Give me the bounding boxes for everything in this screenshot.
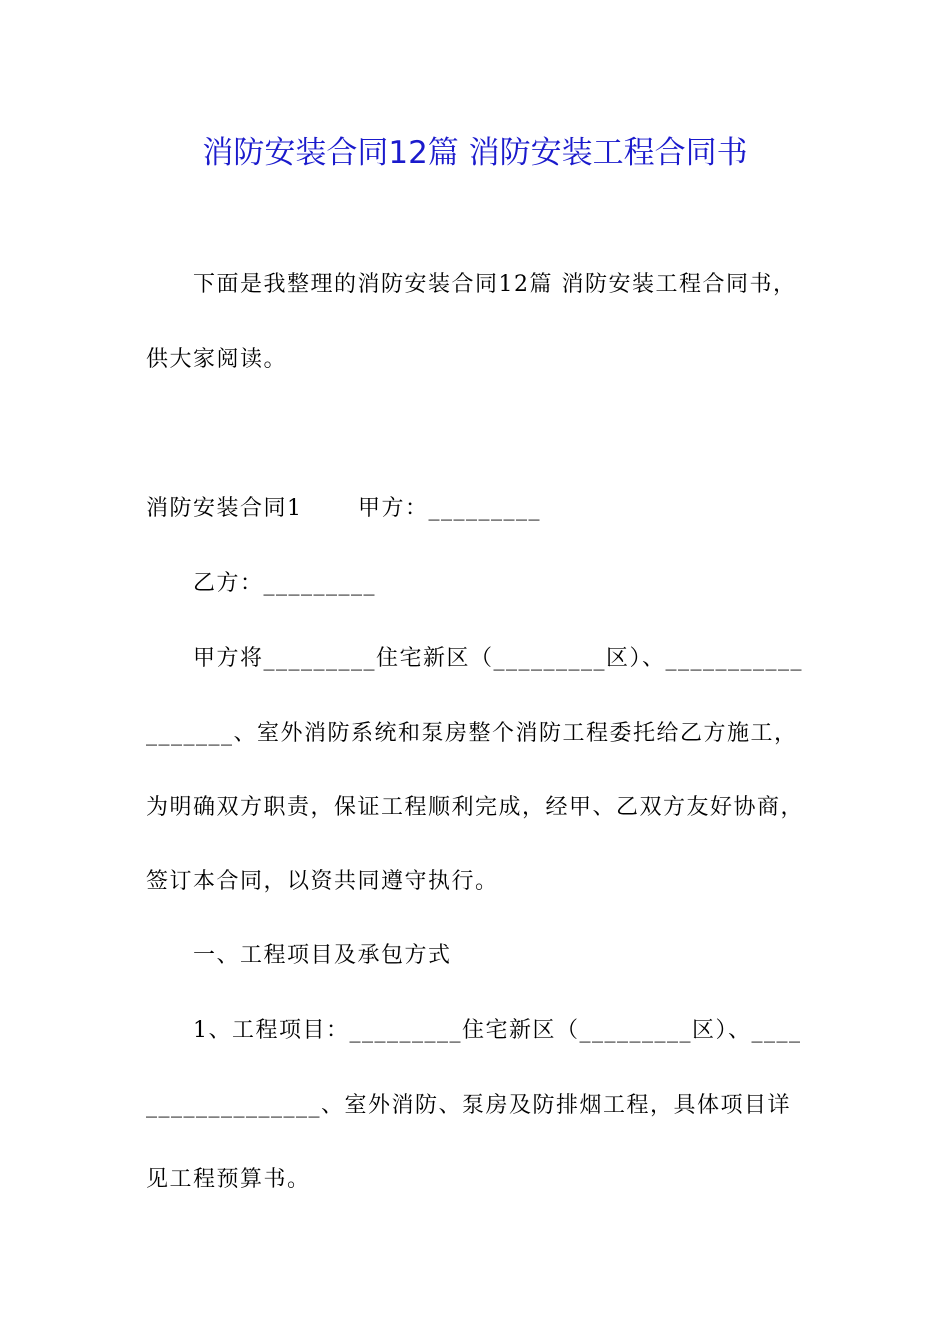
contract-heading: 消防安装合同1 甲方：_________ — [146, 496, 541, 521]
party-b-line: 乙方：_________ — [193, 571, 377, 596]
paragraph-1-line-3: 为明确双方职责，保证工程顺利完成，经甲、乙双方友好协商， — [146, 795, 805, 820]
item-1-line-2: ______________、室外消防、泵房及防排烟工程，具体项目详 — [146, 1093, 792, 1118]
item-1-line-3: 见工程预算书。 — [146, 1167, 311, 1192]
paragraph-1-line-4: 签订本合同，以资共同遵守执行。 — [146, 869, 499, 894]
section-1-heading: 一、工程项目及承包方式 — [193, 943, 452, 968]
paragraph-1-line-2: _______、室外消防系统和泵房整个消防工程委托给乙方施工， — [146, 721, 798, 746]
intro-line-2: 供大家阅读。 — [146, 347, 288, 372]
paragraph-1-line-1: 甲方将_________住宅新区（_________区）、___________ — [193, 646, 804, 671]
document-title: 消防安装合同12篇 消防安装工程合同书 — [202, 135, 748, 171]
item-1-line-1: 1、工程项目：_________住宅新区（_________区）、____ — [193, 1018, 802, 1043]
intro-line-1: 下面是我整理的消防安装合同12篇 消防安装工程合同书， — [193, 272, 797, 297]
